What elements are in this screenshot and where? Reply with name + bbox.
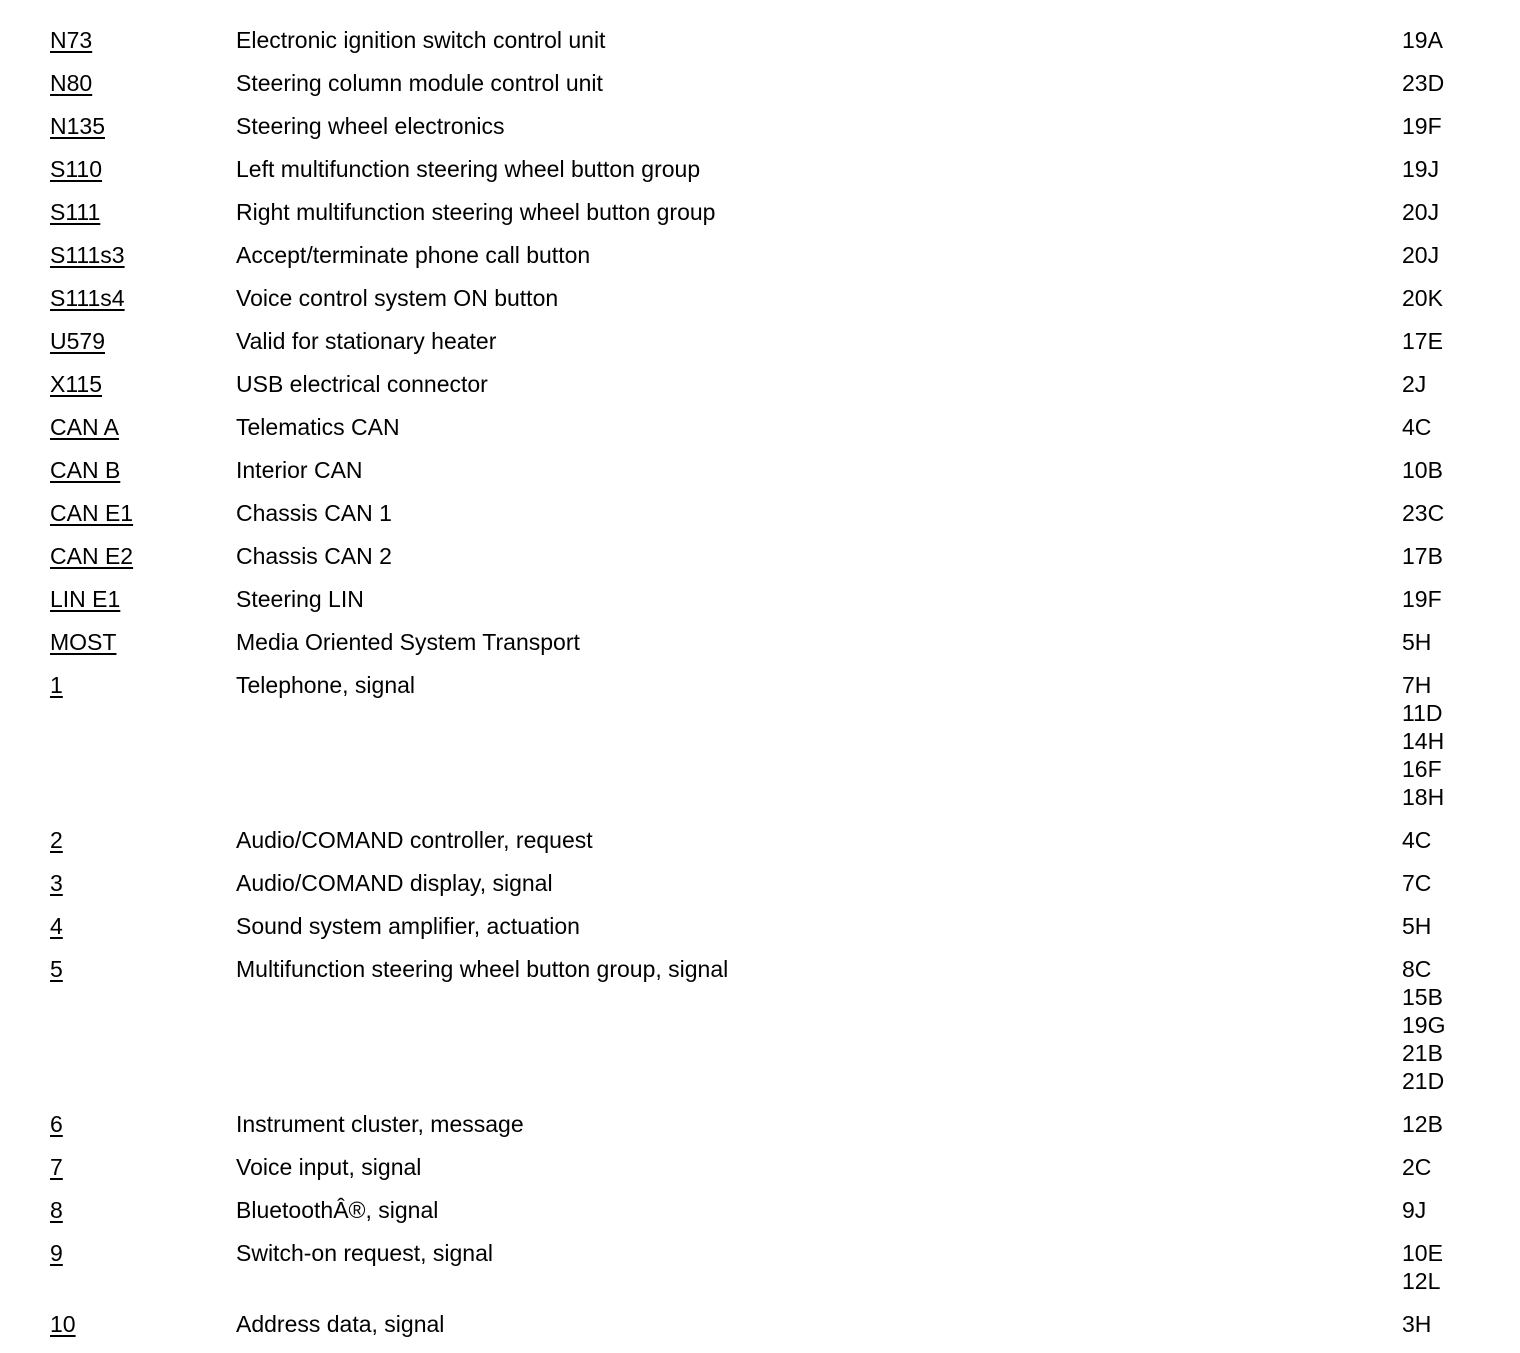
grid-reference-list — [1402, 112, 1520, 140]
component-description: USB electrical connector — [236, 371, 488, 397]
grid-reference: 5H — [1402, 913, 1432, 939]
legend-row — [0, 671, 1520, 811]
component-description: Media Oriented System Transport — [236, 629, 580, 655]
legend-code-cell — [0, 671, 236, 699]
legend-code-cell — [0, 1239, 236, 1267]
grid-reference: 17B — [1402, 543, 1443, 569]
grid-reference: 18H — [1402, 784, 1445, 810]
grid-reference-list — [1402, 628, 1520, 656]
legend-row — [0, 1310, 1520, 1338]
grid-reference: 19J — [1402, 156, 1440, 182]
component-code-link[interactable]: 7 — [50, 1154, 63, 1180]
grid-reference: 23D — [1402, 70, 1445, 96]
grid-reference: 20K — [1402, 285, 1443, 311]
component-code-link[interactable]: LIN E1 — [50, 586, 121, 612]
component-code-link[interactable]: 3 — [50, 870, 63, 896]
component-code-link[interactable]: CAN E1 — [50, 500, 134, 526]
component-description: Voice input, signal — [236, 1154, 422, 1180]
grid-reference: 4C — [1402, 414, 1432, 440]
legend-code-cell — [0, 628, 236, 656]
legend-code-cell — [0, 284, 236, 312]
component-description: Voice control system ON button — [236, 285, 559, 311]
component-code-link[interactable]: S111s4 — [50, 285, 125, 311]
grid-reference: 2J — [1402, 371, 1427, 397]
grid-reference-list — [1402, 671, 1520, 811]
grid-reference: 21D — [1402, 1068, 1445, 1094]
component-description: Telematics CAN — [236, 414, 400, 440]
grid-reference-list — [1402, 26, 1520, 54]
legend-code-cell — [0, 499, 236, 527]
grid-reference: 17E — [1402, 328, 1443, 354]
grid-reference-list — [1402, 284, 1520, 312]
grid-reference: 14H — [1402, 728, 1445, 754]
legend-code-cell — [0, 241, 236, 269]
legend-row — [0, 869, 1520, 897]
grid-reference-list — [1402, 1310, 1520, 1338]
component-code-link[interactable]: CAN B — [50, 457, 121, 483]
component-code-link[interactable]: S110 — [50, 156, 103, 182]
legend-code-cell — [0, 155, 236, 183]
component-description: Multifunction steering wheel button group, signal — [236, 956, 729, 982]
legend-row — [0, 1110, 1520, 1138]
legend-row — [0, 585, 1520, 613]
grid-reference: 10B — [1402, 457, 1443, 483]
grid-reference: 15B — [1402, 984, 1443, 1010]
legend-row — [0, 327, 1520, 355]
grid-reference-list — [1402, 912, 1520, 940]
grid-reference-list — [1402, 241, 1520, 269]
grid-reference-list — [1402, 413, 1520, 441]
component-description: Switch-on request, signal — [236, 1240, 493, 1266]
component-code-link[interactable]: CAN E2 — [50, 543, 134, 569]
legend-row — [0, 26, 1520, 54]
grid-reference: 19G — [1402, 1012, 1446, 1038]
component-code-link[interactable]: X115 — [50, 371, 103, 397]
grid-reference-list — [1402, 1239, 1520, 1295]
grid-reference: 8C — [1402, 956, 1432, 982]
component-code-link[interactable]: MOST — [50, 629, 117, 655]
grid-reference: 23C — [1402, 500, 1445, 526]
legend-row — [0, 1153, 1520, 1181]
component-code-link[interactable]: N80 — [50, 70, 93, 96]
component-description: BluetoothÂ®, signal — [236, 1197, 439, 1223]
legend-row — [0, 912, 1520, 940]
legend-row — [0, 456, 1520, 484]
legend-code-cell — [0, 1310, 236, 1338]
component-code-link[interactable]: N73 — [50, 27, 93, 53]
component-description: Left multifunction steering wheel button group — [236, 156, 701, 182]
component-code-link[interactable]: 4 — [50, 913, 63, 939]
legend-code-cell — [0, 370, 236, 398]
legend-row — [0, 155, 1520, 183]
component-code-link[interactable]: U579 — [50, 328, 105, 354]
legend-code-cell — [0, 1110, 236, 1138]
component-description: Valid for stationary heater — [236, 328, 497, 354]
grid-reference: 21B — [1402, 1040, 1443, 1066]
legend-code-cell — [0, 198, 236, 226]
grid-reference: 4C — [1402, 827, 1432, 853]
grid-reference: 12B — [1402, 1111, 1443, 1137]
grid-reference-list — [1402, 155, 1520, 183]
grid-reference-list — [1402, 955, 1520, 1095]
legend-row — [0, 198, 1520, 226]
component-code-link[interactable]: 9 — [50, 1240, 63, 1266]
grid-reference: 7C — [1402, 870, 1432, 896]
legend-code-cell — [0, 456, 236, 484]
component-description: Audio/COMAND display, signal — [236, 870, 553, 896]
legend-row — [0, 112, 1520, 140]
grid-reference-list — [1402, 327, 1520, 355]
grid-reference-list — [1402, 1196, 1520, 1224]
legend-code-cell — [0, 826, 236, 854]
component-code-link[interactable]: S111s3 — [50, 242, 125, 268]
legend-code-cell — [0, 585, 236, 613]
grid-reference-list — [1402, 69, 1520, 97]
component-description: Accept/terminate phone call button — [236, 242, 591, 268]
component-description: Steering column module control unit — [236, 70, 603, 96]
component-description: Instrument cluster, message — [236, 1111, 524, 1137]
legend-row — [0, 413, 1520, 441]
grid-reference: 19F — [1402, 586, 1442, 612]
legend-row — [0, 1239, 1520, 1295]
grid-reference: 5H — [1402, 629, 1432, 655]
grid-reference: 10E — [1402, 1240, 1443, 1266]
legend-code-cell — [0, 1153, 236, 1181]
component-description: Electronic ignition switch control unit — [236, 27, 606, 53]
grid-reference: 20J — [1402, 242, 1440, 268]
legend-code-cell — [0, 955, 236, 983]
legend-code-cell — [0, 112, 236, 140]
legend-row — [0, 284, 1520, 312]
grid-reference: 11D — [1402, 700, 1443, 726]
grid-reference: 16F — [1402, 756, 1442, 782]
grid-reference-list — [1402, 1110, 1520, 1138]
legend-code-cell — [0, 912, 236, 940]
legend-code-cell — [0, 1196, 236, 1224]
legend-code-cell — [0, 327, 236, 355]
grid-reference: 7H — [1402, 672, 1432, 698]
grid-reference-list — [1402, 869, 1520, 897]
component-description: Sound system amplifier, actuation — [236, 913, 580, 939]
legend-code-cell — [0, 69, 236, 97]
component-code-link[interactable]: 6 — [50, 1111, 63, 1137]
component-description: Steering LIN — [236, 586, 364, 612]
legend-row — [0, 628, 1520, 656]
component-description: Right multifunction steering wheel button group — [236, 199, 716, 225]
legend-code-cell — [0, 413, 236, 441]
component-legend-table — [0, 26, 1520, 1353]
grid-reference-list — [1402, 542, 1520, 570]
component-code-link[interactable]: 8 — [50, 1197, 63, 1223]
legend-code-cell — [0, 869, 236, 897]
component-code-link[interactable]: 5 — [50, 956, 63, 982]
legend-row — [0, 1196, 1520, 1224]
legend-code-cell — [0, 542, 236, 570]
legend-row — [0, 542, 1520, 570]
component-code-link[interactable]: 1 — [50, 672, 63, 698]
grid-reference-list — [1402, 370, 1520, 398]
component-code-link[interactable]: 2 — [50, 827, 63, 853]
legend-row — [0, 499, 1520, 527]
legend-row — [0, 241, 1520, 269]
grid-reference: 9J — [1402, 1197, 1427, 1223]
grid-reference-list — [1402, 585, 1520, 613]
grid-reference: 3H — [1402, 1311, 1432, 1337]
grid-reference-list — [1402, 198, 1520, 226]
grid-reference-list — [1402, 1153, 1520, 1181]
component-code-link[interactable]: 10 — [50, 1311, 76, 1337]
component-description: Chassis CAN 2 — [236, 543, 392, 569]
grid-reference: 12L — [1402, 1268, 1441, 1294]
legend-row — [0, 826, 1520, 854]
component-description: Interior CAN — [236, 457, 363, 483]
legend-code-cell — [0, 26, 236, 54]
grid-reference: 19F — [1402, 113, 1442, 139]
component-code-link[interactable]: CAN A — [50, 414, 120, 440]
component-description: Telephone, signal — [236, 672, 416, 698]
grid-reference: 2C — [1402, 1154, 1432, 1180]
component-description: Chassis CAN 1 — [236, 500, 392, 526]
grid-reference: 20J — [1402, 199, 1440, 225]
component-description: Steering wheel electronics — [236, 113, 505, 139]
component-description: Address data, signal — [236, 1311, 445, 1337]
legend-row — [0, 69, 1520, 97]
component-description: Audio/COMAND controller, request — [236, 827, 593, 853]
grid-reference-list — [1402, 456, 1520, 484]
component-code-link[interactable]: S111 — [50, 199, 101, 225]
component-code-link[interactable]: N135 — [50, 113, 105, 139]
legend-row — [0, 955, 1520, 1095]
grid-reference: 19A — [1402, 27, 1443, 53]
legend-row — [0, 370, 1520, 398]
grid-reference-list — [1402, 826, 1520, 854]
grid-reference-list — [1402, 499, 1520, 527]
